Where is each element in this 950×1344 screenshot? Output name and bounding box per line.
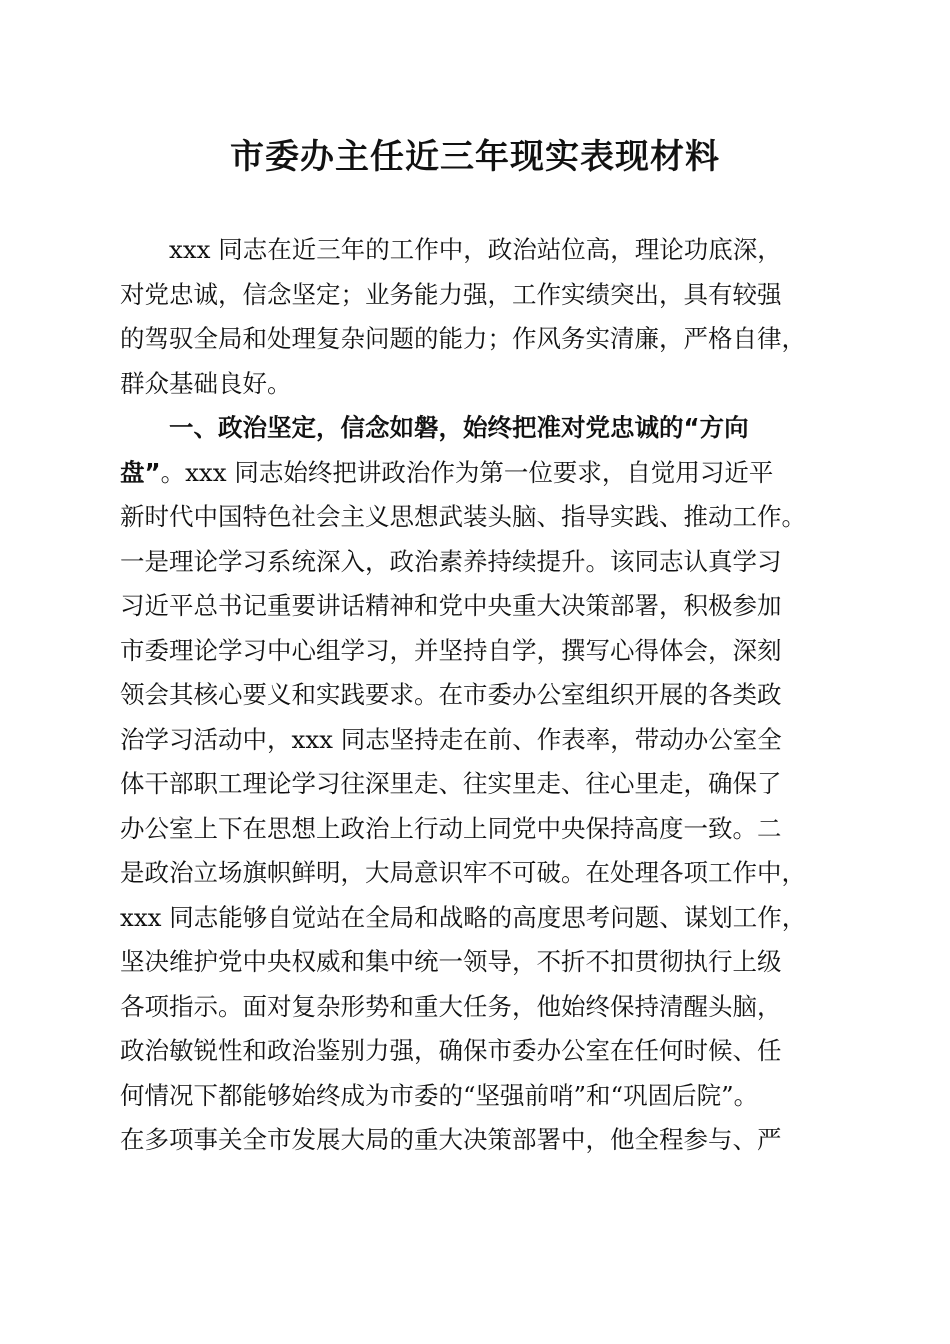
paragraph-line: [120, 451, 838, 496]
document-body: [120, 228, 838, 1163]
paragraph-line: 领会其核心要义和实践要求。在市委办公室组织开展的各类政: [120, 680, 782, 709]
paragraph-line: 办公室上下在思想上政治上行动上同党中央保持高度一致。二: [120, 813, 782, 843]
paragraph-line: 体干部职工理论学习往深里走、往实里走、往心里走，确保了: [120, 769, 782, 798]
paragraph-line: 新时代中国特色社会主义思想武装头脑、指导实践、推动工作。: [120, 502, 806, 531]
paragraph-line: 何情况下都能够始终成为市委的“坚强前哨”和“巩固后院”。: [120, 1080, 759, 1110]
document-title: 市委办主任近三年现实表现材料: [230, 137, 720, 177]
paragraph-line: 一是理论学习系统深入，政治素养持续提升。该同志认真学习: [120, 546, 782, 576]
paragraph-line: 习近平总书记重要讲话精神和党中央重大决策部署，积极参加: [120, 591, 782, 620]
paragraph-line: 对党忠诚，信念坚定；业务能力强，工作实绩突出，具有较强: [120, 279, 782, 309]
paragraph-line: 的驾驭全局和处理复杂问题的能力；作风务实清廉，严格自律，: [120, 324, 806, 353]
section-heading: 一、政治坚定，信念如磐，始终把准对党忠诚的“方向: [169, 413, 749, 442]
paragraph-line: 市委理论学习中心组学习，并坚持自学，撰写心得体会，深刻: [120, 635, 782, 665]
paragraph-line: 坚决维护党中央权威和集中统一领导，不折不扣贯彻执行上级: [120, 947, 782, 976]
paragraph-line: xxx 同志在近三年的工作中，政治站位高，理论功底深，: [169, 235, 782, 264]
paragraph-line: 治学习活动中，xxx 同志坚持走在前、作表率，带动办公室全: [120, 724, 782, 754]
paragraph-line: 是政治立场旗帜鲜明，大局意识牢不可破。在处理各项工作中，: [120, 858, 806, 887]
paragraph-text: 。xxx 同志始终把讲政治作为第一位要求，自觉用习近平: [160, 457, 774, 487]
paragraph-line: 政治敏锐性和政治鉴别力强，确保市委办公室在任何时候、任: [120, 1036, 782, 1065]
paragraph-line: xxx 同志能够自觉站在全局和战略的高度思考问题、谋划工作，: [120, 902, 807, 932]
paragraph-line: 群众基础良好。: [120, 368, 292, 398]
paragraph-line: 在多项事关全市发展大局的重大决策部署中，他全程参与、严: [120, 1125, 782, 1154]
paragraph-line: 各项指示。面对复杂形势和重大任务，他始终保持清醒头脑，: [120, 991, 782, 1021]
section-heading-continuation: 盘”: [120, 457, 161, 487]
